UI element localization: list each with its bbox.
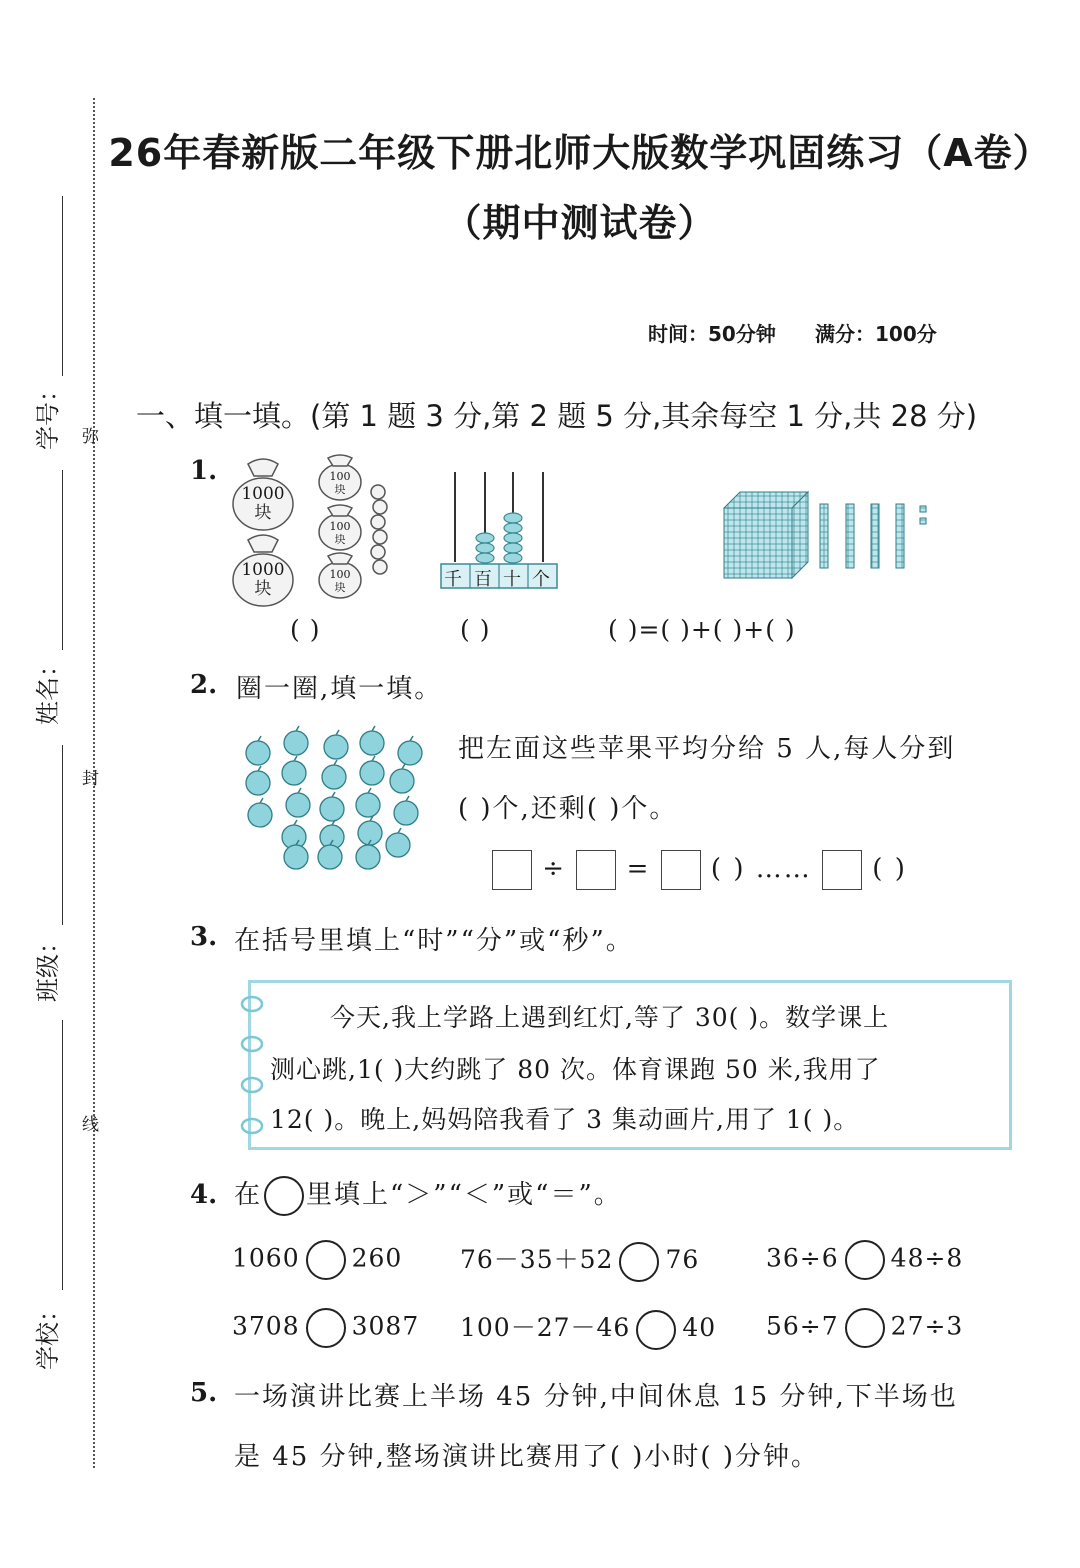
dividend-box[interactable] <box>492 850 532 890</box>
notebook-rings-svg <box>238 992 268 1142</box>
apple-icon <box>246 736 270 765</box>
page-title: 26年春新版二年级下册北师大版数学巩固练习（A卷） <box>108 131 1052 175</box>
remainder-box[interactable] <box>822 850 862 890</box>
apple-icon <box>386 828 410 857</box>
bag-big-value-2: 1000 块 <box>241 560 285 599</box>
apple-icon <box>356 788 380 817</box>
compare-item: 76－35＋52 76 <box>460 1240 699 1282</box>
time-info: 时间：50分钟 <box>648 322 776 346</box>
q1-answer-3[interactable]: ( )=( )+( )+( ) <box>608 615 796 644</box>
bag-small-value-3: 100 块 <box>329 568 351 594</box>
apple-icon <box>322 760 346 789</box>
apple-icon <box>360 756 384 785</box>
compare-circle[interactable] <box>845 1308 885 1348</box>
compare-item: 100－27－46 40 <box>460 1308 716 1350</box>
abacus-label-tens: 十 <box>503 569 521 590</box>
q3-prompt: 在括号里填上“时”“分”或“秒”。 <box>234 926 634 956</box>
class-blank <box>62 745 63 925</box>
apple-icon <box>320 792 344 821</box>
compare-item: 56÷7 27÷3 <box>766 1308 963 1348</box>
apple-icon <box>398 736 422 765</box>
compare-circle[interactable] <box>306 1240 346 1280</box>
school-blank <box>62 1020 63 1290</box>
quotient-box[interactable] <box>661 850 701 890</box>
remainder-unit-blank[interactable]: ( ) <box>872 854 907 884</box>
base-ten-blocks-figure <box>722 490 932 580</box>
q3-passage-line3[interactable]: 12( )。晚上,妈妈陪我看了 3 集动画片,用了 1( )。 <box>270 1105 860 1134</box>
student-id-label: 学号： <box>34 378 62 450</box>
question-number: 2. <box>190 670 218 700</box>
compare-item: 1060 260 <box>232 1240 402 1280</box>
school-label: 学校： <box>34 1298 62 1370</box>
apple-icon <box>390 764 414 793</box>
q3-passage-line1[interactable]: 今天,我上学路上遇到红灯,等了 30( )。数学课上 <box>330 1003 890 1032</box>
divisor-box[interactable] <box>576 850 616 890</box>
q5-line2[interactable]: 是 45 分钟,整场演讲比赛用了( )小时( )分钟。 <box>234 1442 819 1472</box>
equals-sign: = <box>626 854 651 884</box>
q1-answer-1[interactable]: ( ) <box>290 615 321 644</box>
compare-item: 3708 3087 <box>232 1308 419 1348</box>
q3-passage-line2[interactable]: 测心跳,1( )大约跳了 80 次。体育课跑 50 米,我用了 <box>270 1055 881 1084</box>
apple-icon <box>356 840 380 869</box>
compare-item: 36÷6 48÷8 <box>766 1240 963 1280</box>
apple-icon <box>282 756 306 785</box>
compare-circle[interactable] <box>306 1308 346 1348</box>
name-label: 姓名： <box>34 653 62 725</box>
question-number: 3. <box>190 922 218 952</box>
q1-answer-2[interactable]: ( ) <box>460 615 491 644</box>
name-blank <box>62 470 63 650</box>
apple-icon <box>286 788 310 817</box>
apple-icon <box>284 726 308 755</box>
apple-icon <box>324 730 348 759</box>
q2-line1: 把左面这些苹果平均分给 5 人,每人分到 <box>458 734 956 764</box>
quotient-unit-blank[interactable]: ( ) <box>710 854 746 884</box>
question-number: 4. <box>190 1180 218 1210</box>
question-number: 5. <box>190 1378 218 1408</box>
q2-line2[interactable]: ( )个,还剩( )个。 <box>458 794 678 824</box>
question-number: 1. <box>190 456 218 486</box>
abacus-label-ones: 个 <box>532 569 550 590</box>
class-label: 班级： <box>34 930 62 1002</box>
apple-icon <box>394 796 418 825</box>
binding-char-feng: 封 <box>82 769 99 789</box>
compare-circle[interactable] <box>636 1310 676 1350</box>
abacus-label-hundreds: 百 <box>474 569 492 590</box>
remainder-dots: …… <box>755 854 812 884</box>
page-subtitle: （期中测试卷） <box>443 201 717 245</box>
bag-big-value-1: 1000 块 <box>241 484 285 523</box>
apples-figure <box>238 725 428 870</box>
notebook-rings <box>238 992 268 1142</box>
base-ten-blocks-svg <box>722 490 932 580</box>
bag-small-value-2: 100 块 <box>329 520 351 546</box>
section-heading: 一、填一填。(第 1 题 3 分,第 2 题 5 分,其余每空 1 分,共 28 分) <box>136 399 978 433</box>
circle-symbol-icon <box>264 1176 304 1216</box>
money-bags-figure <box>230 452 400 612</box>
abacus-label-thousands: 千 <box>444 569 462 590</box>
binding-char-xian: 线 <box>82 1115 99 1135</box>
binding-char-mi: 弥 <box>82 427 99 447</box>
apple-icon <box>248 798 272 827</box>
q2-division-row <box>492 850 907 890</box>
apples-svg <box>238 725 428 870</box>
bag-small-value-1: 100 块 <box>329 470 351 496</box>
abacus-figure <box>440 470 560 590</box>
apple-icon <box>246 766 270 795</box>
score-info: 满分：100分 <box>815 322 937 346</box>
divide-sign: ÷ <box>542 854 567 884</box>
q4-prompt: 在 里填上“＞”“＜”或“＝”。 <box>234 1174 622 1216</box>
apple-icon <box>360 726 384 755</box>
q2-prompt: 圈一圈,填一填。 <box>236 674 443 704</box>
compare-circle[interactable] <box>619 1242 659 1282</box>
q5-line1: 一场演讲比赛上半场 45 分钟,中间休息 15 分钟,下半场也 <box>234 1382 958 1412</box>
compare-circle[interactable] <box>845 1240 885 1280</box>
